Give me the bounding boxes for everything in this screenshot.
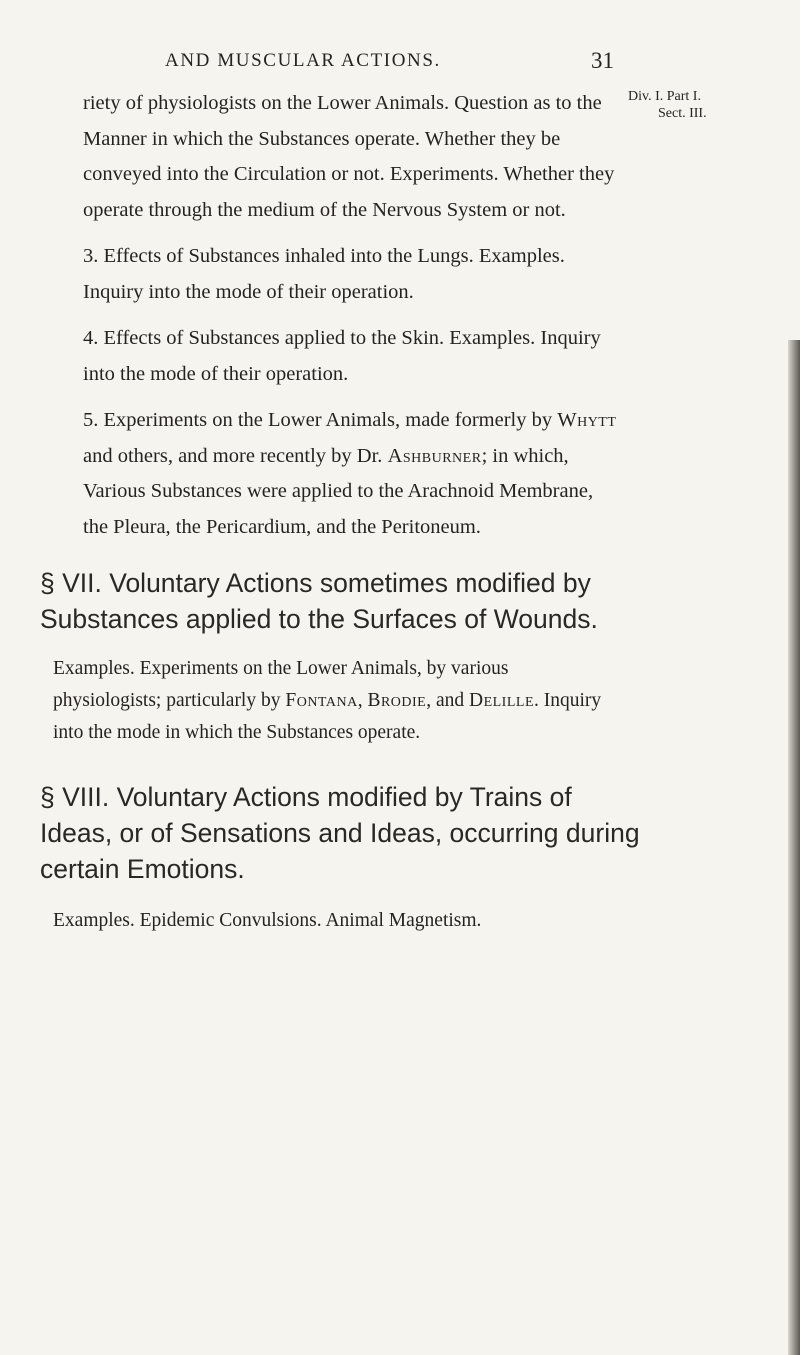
section-heading-vii: § VII. Voluntary Actions sometimes modified by Substances applied to the Surfaces of Wounds. — [40, 568, 598, 634]
section-text: Examples. Experiments on the Lower Animals, by various physiologists; particularly by — [53, 658, 509, 711]
margin-note-section: Sect. III. — [658, 106, 707, 121]
item-text: Experiments on the Lower Animals, made formerly by — [103, 409, 553, 431]
section-heading-viii: § VIII. Voluntary Actions modified by Trains of Ideas, or of Sensations and Ideas, occurring during certain Emotions. — [40, 782, 640, 884]
section-vii-paragraph — [53, 653, 608, 749]
list-item — [83, 403, 623, 545]
section-text: , and — [426, 690, 465, 711]
section-text: . Inquiry into the mode in which the Substances operate. — [53, 690, 602, 743]
item-text: Effects of Substances applied to the Skin. Examples. Inquiry into the mode of their operation. — [83, 327, 601, 385]
item-text: Effects of Substances inhaled into the Lungs. Examples. Inquiry into the mode of their operation. — [83, 245, 565, 303]
person-name: Brodie — [367, 690, 427, 711]
list-item — [83, 321, 623, 392]
margin-note-division: Div. I. Part I. — [628, 89, 701, 104]
list-item — [83, 239, 623, 310]
section-text: , — [357, 690, 363, 711]
person-name: Whytt — [557, 409, 617, 431]
section-viii-paragraph: Examples. Epidemic Convulsions. Animal Magnetism. — [53, 910, 482, 931]
text-block — [0, 86, 800, 937]
person-name: Delille — [469, 690, 535, 711]
person-name: Ashburner — [387, 444, 482, 467]
item-number: 4. — [83, 327, 99, 349]
intro-paragraph: riety of physiologists on the Lower Animals. Question as to the Manner in which the Substances operate. Whether they be conveyed into the Circulation or not. Experiments. Whether they operate through the medium of the Nervous System or not. — [83, 92, 615, 221]
item-text: and others, and more recently by Dr. — [83, 444, 383, 467]
item-text: ; in which, Various Substances were applied to the Arachnoid Membrane, the Pleura, the Pericardium, and the Peritoneum. — [83, 444, 594, 538]
page-number: 31 — [591, 48, 614, 73]
person-name: Fontana — [285, 690, 358, 711]
running-head — [0, 48, 800, 82]
item-number: 3. — [83, 245, 99, 267]
running-title: AND MUSCULAR ACTIONS. — [165, 50, 441, 71]
item-number: 5. — [83, 409, 99, 431]
